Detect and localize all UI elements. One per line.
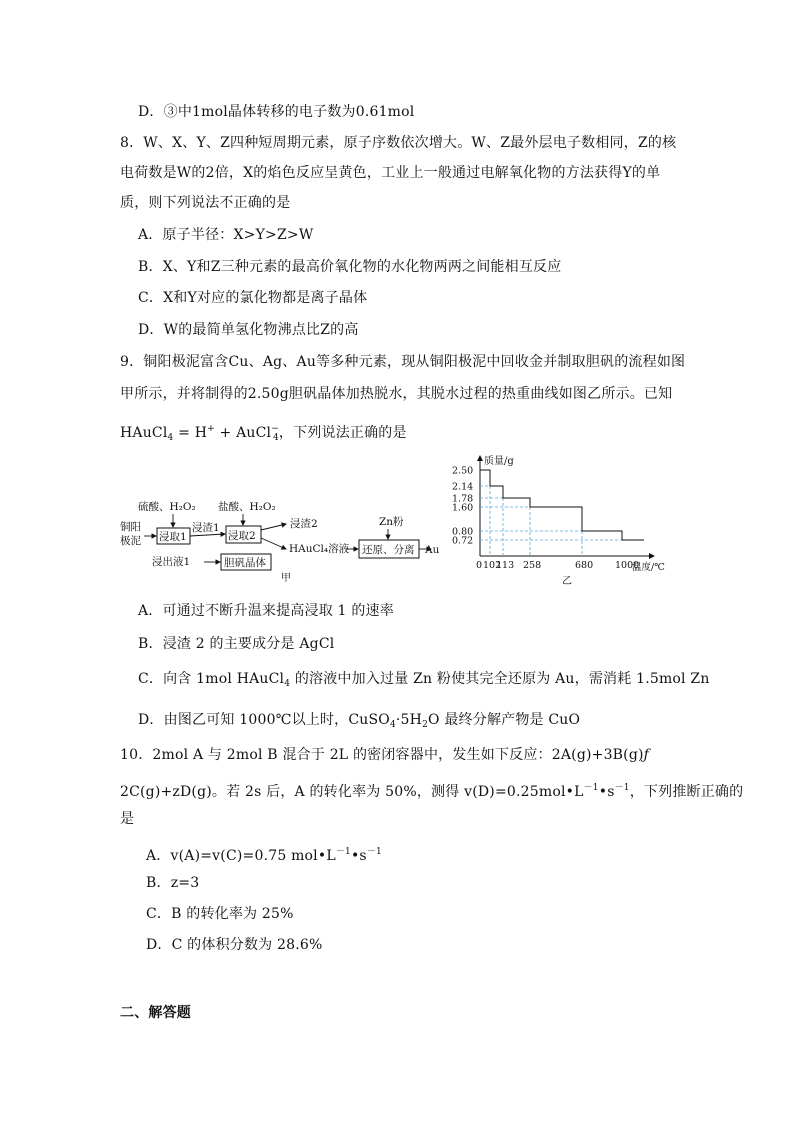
q10-mid: •s — [598, 784, 615, 800]
q7-option-d: D．③中1mol晶体转移的电子数为0.61mol — [138, 104, 415, 120]
q10-sup2: －1 — [614, 783, 630, 793]
x-tick-label: 258 — [523, 560, 542, 571]
thermogravimetric-chart — [446, 452, 678, 587]
q10-sup1: －1 — [583, 783, 599, 793]
eq-h: = H — [173, 425, 208, 441]
q9-stem-line1: 9．铜阳极泥富含Cu、Ag、Au等多种元素，现从铜阳极泥中回收金并制取胆矾的流程如图 — [120, 354, 686, 370]
q10-stem2: 2C(g)+zD(g)。若 2s 后，A 的转化率为 50%，测得 v(D)=0.25mol•L — [120, 784, 584, 800]
q9d-sub2: 2 — [422, 720, 429, 730]
q9d-sub: 4 — [389, 720, 396, 730]
q9-option-c — [138, 669, 710, 694]
q8-option-d: D．W的最简单氢化物沸点比Z的高 — [138, 322, 359, 338]
q9-option-d — [138, 710, 580, 735]
q9d-b: ·5H — [395, 712, 423, 728]
y-tick-label: 0.80 — [452, 526, 474, 538]
reagent-1: 硫酸、H₂O₂ — [138, 501, 196, 513]
q10a-main: A．v(A)=v(C)=0.75 mol•L — [146, 848, 336, 864]
q10a-sup2: －1 — [366, 847, 382, 857]
eq-sub: 4 — [167, 433, 174, 443]
reagent-3: Zn粉 — [379, 516, 404, 528]
q10a-mid: •s — [350, 848, 367, 864]
eq-aucl: + AuCl — [214, 425, 272, 441]
x-tick-label: 680 — [575, 560, 594, 571]
y-axis-label: 质量/g — [484, 456, 514, 467]
box-bluevitriol-label: 胆矾晶体 — [224, 557, 266, 569]
leach-1: 浸出液1 — [152, 556, 191, 568]
series-mass-curve — [480, 470, 644, 540]
q8-option-c: C．X和Y对应的氯化物都是离子晶体 — [138, 290, 368, 306]
residue-1: 浸渣1 — [192, 522, 220, 534]
q9-option-b: B．浸渣 2 的主要成分是 AgCl — [138, 636, 335, 652]
q8-option-a: A．原子半径：X>Y>Z>W — [138, 227, 314, 243]
q10-stem-line2 — [120, 778, 743, 802]
caption-yi: 乙 — [562, 576, 572, 587]
eq-sup: + — [207, 424, 215, 434]
box-leach1-label: 浸取1 — [159, 531, 187, 543]
x-axis-label: 温度/℃ — [632, 562, 665, 573]
q10-option-b: B．z=3 — [146, 875, 200, 891]
eq-haucl4: HAuCl — [120, 425, 168, 441]
equilibrium-symbol: ƒ — [643, 747, 650, 763]
section-heading-answers: 二、解答题 — [120, 1005, 191, 1021]
y-tick-label: 2.50 — [452, 465, 474, 477]
q10-stem-line1 — [120, 745, 649, 765]
x-tick-label: 0 — [476, 560, 483, 571]
box-leach2-label: 浸取2 — [228, 530, 256, 542]
q10-stem1: 10．2mol A 与 2mol B 混合于 2L 的密闭容器中，发生如下反应：2A(g)+3B(g) — [120, 747, 644, 763]
q8-stem-line3: 质，则下列说法不正确的是 — [120, 195, 291, 211]
reagent-2: 盐酸、H₂O₂ — [218, 501, 276, 513]
y-tick-label: 0.72 — [452, 535, 474, 547]
y-tick-label: 1.60 — [452, 502, 474, 514]
q9-equation-line — [120, 419, 407, 448]
flow-diagram — [118, 494, 458, 584]
x-tick-label: 113 — [496, 560, 515, 571]
eq-sup2: − — [271, 424, 279, 434]
product-au: Au — [425, 544, 440, 556]
q9c-a: C．向含 1mol HAuCl — [138, 671, 285, 687]
q10-option-c: C．B 的转化率为 25% — [146, 906, 294, 922]
haucl4-solution: HAuCl₄溶液 — [289, 543, 350, 555]
q10-stem-line3: 是 — [120, 811, 135, 827]
q8-stem-line2: 电荷数是W的2倍，X的焰色反应呈黄色，工业上一般通过电解氧化物的方法获得Y的单 — [120, 165, 661, 181]
eq-tail: ，下列说法正确的是 — [278, 425, 407, 441]
x-tick-label: 102 — [483, 560, 502, 571]
q9c-b: 的溶液中加入过量 Zn 粉使其完全还原为 Au，需消耗 1.5mol Zn — [290, 671, 710, 687]
q9-stem-line2: 甲所示，并将制得的2.50g胆矾晶体加热脱水，其脱水过程的热重曲线如图乙所示。已知 — [120, 386, 673, 402]
q8-stem-line1: 8．W、X、Y、Z四种短周期元素，原子序数依次增大。W、Z最外层电子数相同，Z的核 — [120, 135, 677, 151]
q10a-sup1: －1 — [335, 847, 351, 857]
start-line2: 极泥 — [120, 535, 141, 547]
caption-jia: 甲 — [281, 573, 291, 584]
q8-option-b: B．X、Y和Z三种元素的最高价氧化物的水化物两两之间能相互反应 — [138, 259, 562, 275]
q9d-c: O 最终分解产物是 CuO — [428, 712, 581, 728]
start-line1: 铜阳 — [120, 521, 141, 533]
q10-option-d: D．C 的体积分数为 28.6% — [146, 937, 323, 953]
residue-2: 浸渣2 — [290, 518, 318, 530]
q9-option-a: A．可通过不断升温来提高浸取 1 的速率 — [138, 603, 394, 619]
x-tick-label: 1000 — [615, 560, 640, 571]
q10-tail: ，下列推断正确的 — [629, 784, 744, 800]
y-tick-label: 2.14 — [452, 481, 474, 493]
q10-option-a — [146, 842, 382, 866]
q9d-a: D．由图乙可知 1000℃以上时，CuSO — [138, 712, 390, 728]
q9c-sub: 4 — [284, 679, 291, 689]
eq-sub2: 4 — [272, 433, 279, 443]
box-reduce-label: 还原、分离 — [362, 544, 415, 556]
y-tick-label: 1.78 — [452, 493, 474, 505]
